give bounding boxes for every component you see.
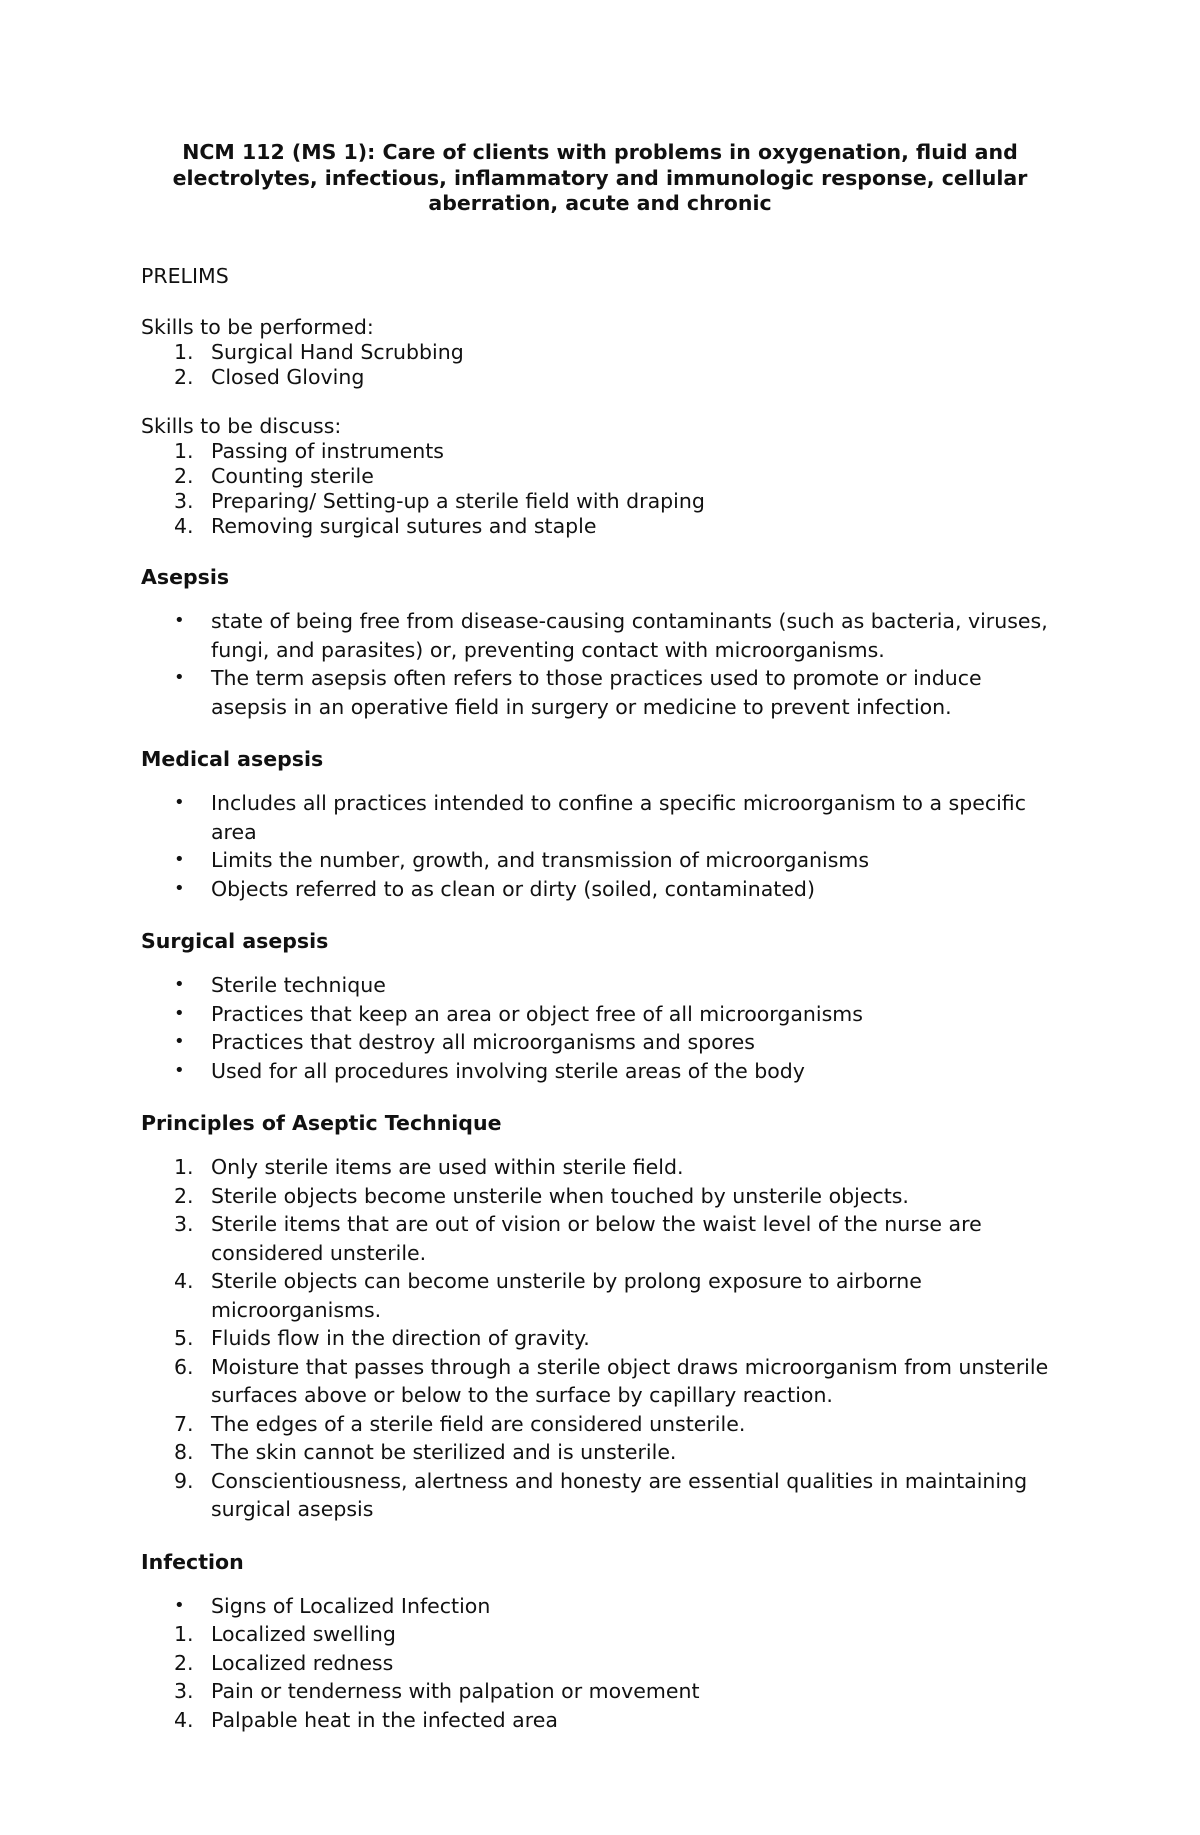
list-item bbox=[141, 1353, 1061, 1410]
list-item bbox=[141, 514, 1061, 539]
list-item bbox=[141, 875, 1061, 904]
list-number: 1. bbox=[174, 1622, 194, 1646]
list-number: 1. bbox=[174, 1155, 194, 1179]
list-item bbox=[141, 439, 1061, 464]
list-item-text: Localized swelling bbox=[211, 1622, 396, 1646]
list-item bbox=[141, 607, 1061, 664]
list-item bbox=[141, 1057, 1061, 1086]
bullet-icon: • bbox=[174, 792, 185, 813]
bullet-icon: • bbox=[174, 877, 185, 899]
list-item bbox=[141, 1153, 1061, 1182]
list-item-text: Signs of Localized Infection bbox=[211, 1593, 491, 1618]
list-item-text: Counting sterile bbox=[211, 464, 374, 488]
bullet-icon: • bbox=[174, 974, 185, 995]
list-item-text: Preparing/ Setting-up a sterile field with draping bbox=[211, 489, 705, 513]
list-item-text: Sterile objects become unsterile when touched by unsterile objects. bbox=[211, 1183, 909, 1208]
list-number: 3. bbox=[174, 489, 194, 513]
medical-asepsis-list bbox=[141, 789, 1061, 903]
list-item bbox=[141, 664, 1061, 721]
list-item-text: Closed Gloving bbox=[211, 365, 365, 389]
skills-performed-list bbox=[141, 340, 1061, 390]
list-item bbox=[141, 846, 1061, 875]
bullet-icon: • bbox=[174, 1059, 185, 1081]
list-item-text: The edges of a sterile field are considered unsterile. bbox=[211, 1411, 746, 1436]
list-item bbox=[141, 1620, 1061, 1649]
list-item bbox=[141, 1000, 1061, 1029]
list-item-text: Used for all procedures involving sterile areas of the body bbox=[211, 1058, 805, 1083]
principles-list bbox=[141, 1153, 1061, 1524]
list-item-text: Surgical Hand Scrubbing bbox=[211, 340, 464, 364]
list-item bbox=[141, 1649, 1061, 1678]
list-number: 1. bbox=[174, 340, 194, 364]
list-item bbox=[141, 340, 1061, 365]
list-item-text: Sterile technique bbox=[211, 973, 386, 997]
list-item bbox=[141, 464, 1061, 489]
document-body bbox=[141, 264, 1061, 1734]
list-item-text: Removing surgical sutures and staple bbox=[211, 514, 597, 538]
list-item-text: Includes all practices intended to confine a specific microorganism to a specific area bbox=[211, 791, 1026, 844]
list-item bbox=[141, 1592, 1061, 1621]
list-item-text: Objects referred to as clean or dirty (soiled, contaminated) bbox=[211, 876, 815, 901]
principles-heading: Principles of Aseptic Technique bbox=[141, 1111, 502, 1135]
bullet-icon: • bbox=[174, 667, 185, 688]
bullet-icon: • bbox=[174, 1594, 185, 1616]
list-number: 1. bbox=[174, 439, 194, 463]
list-item bbox=[141, 1028, 1061, 1057]
list-item-text: Sterile objects can become unsterile by prolong exposure to airborne microorganisms. bbox=[211, 1269, 922, 1322]
list-number: 8. bbox=[174, 1440, 194, 1464]
list-item bbox=[141, 1182, 1061, 1211]
prelims-heading: PRELIMS bbox=[141, 264, 229, 288]
infection-heading: Infection bbox=[141, 1549, 244, 1574]
list-item bbox=[141, 365, 1061, 390]
list-item-text: Palpable heat in the infected area bbox=[211, 1707, 558, 1732]
list-item-text: Limits the number, growth, and transmission of microorganisms bbox=[211, 848, 870, 872]
list-number: 4. bbox=[174, 1707, 194, 1732]
list-item-text: Moisture that passes through a sterile object draws microorganism from unsterile surfaces above or below to the surface by capillary reaction. bbox=[211, 1354, 1049, 1407]
list-number: 2. bbox=[174, 1650, 194, 1675]
medical-asepsis-heading: Medical asepsis bbox=[141, 747, 324, 771]
skills-discuss-list bbox=[141, 439, 1061, 539]
list-item bbox=[141, 1438, 1061, 1467]
list-number: 2. bbox=[174, 464, 194, 488]
bullet-icon: • bbox=[174, 610, 185, 631]
list-item-text: Practices that destroy all microorganisms and spores bbox=[211, 1030, 755, 1054]
bullet-icon: • bbox=[174, 849, 185, 870]
list-number: 4. bbox=[174, 514, 194, 538]
list-item bbox=[141, 1410, 1061, 1439]
list-number: 7. bbox=[174, 1411, 194, 1436]
bullet-icon: • bbox=[174, 1002, 185, 1024]
list-number: 4. bbox=[174, 1269, 194, 1293]
surgical-asepsis-heading: Surgical asepsis bbox=[141, 929, 329, 953]
list-number: 5. bbox=[174, 1326, 194, 1350]
list-number: 2. bbox=[174, 365, 194, 389]
document-title: NCM 112 (MS 1): Care of clients with problems in oxygenation, fluid and electrolytes, infectious, inflammatory and immunologic response, cellular aberration, acute and chronic bbox=[172, 140, 1028, 215]
list-item-text: The term asepsis often refers to those practices used to promote or induce asepsis in an operative field in surgery or medicine to prevent infection. bbox=[211, 666, 982, 719]
list-item-text: The skin cannot be sterilized and is unsterile. bbox=[211, 1440, 677, 1464]
list-number: 9. bbox=[174, 1468, 194, 1493]
list-item bbox=[141, 489, 1061, 514]
skills-performed-label: Skills to be performed: bbox=[141, 315, 374, 339]
list-item bbox=[141, 789, 1061, 846]
list-number: 3. bbox=[174, 1212, 194, 1236]
list-item bbox=[141, 1324, 1061, 1353]
list-item-text: state of being free from disease-causing contaminants (such as bacteria, viruses, fungi, and parasites) or, preventing contact with microorganisms. bbox=[211, 609, 1048, 662]
list-item bbox=[141, 1706, 1061, 1735]
asepsis-heading: Asepsis bbox=[141, 565, 230, 589]
infection-bullet-list bbox=[141, 1592, 1061, 1621]
list-item bbox=[141, 1677, 1061, 1706]
list-number: 3. bbox=[174, 1679, 194, 1703]
list-number: 6. bbox=[174, 1354, 194, 1379]
list-number: 2. bbox=[174, 1183, 194, 1208]
list-item bbox=[141, 1467, 1061, 1524]
list-item-text: Only sterile items are used within sterile field. bbox=[211, 1155, 684, 1179]
list-item-text: Passing of instruments bbox=[211, 439, 444, 463]
list-item-text: Sterile items that are out of vision or below the waist level of the nurse are considered unsterile. bbox=[211, 1212, 982, 1265]
list-item bbox=[141, 971, 1061, 1000]
list-item-text: Fluids flow in the direction of gravity. bbox=[211, 1326, 590, 1350]
bullet-icon: • bbox=[174, 1031, 185, 1052]
list-item bbox=[141, 1267, 1061, 1324]
list-item bbox=[141, 1210, 1061, 1267]
list-item-text: Conscientiousness, alertness and honesty are essential qualities in maintaining surgical asepsis bbox=[211, 1468, 1028, 1521]
skills-discuss-label: Skills to be discuss: bbox=[141, 414, 342, 438]
infection-signs-list bbox=[141, 1620, 1061, 1734]
list-item-text: Practices that keep an area or object free of all microorganisms bbox=[211, 1001, 863, 1026]
surgical-asepsis-list bbox=[141, 971, 1061, 1085]
list-item-text: Localized redness bbox=[211, 1650, 394, 1675]
list-item-text: Pain or tenderness with palpation or movement bbox=[211, 1679, 700, 1703]
asepsis-list bbox=[141, 607, 1061, 721]
